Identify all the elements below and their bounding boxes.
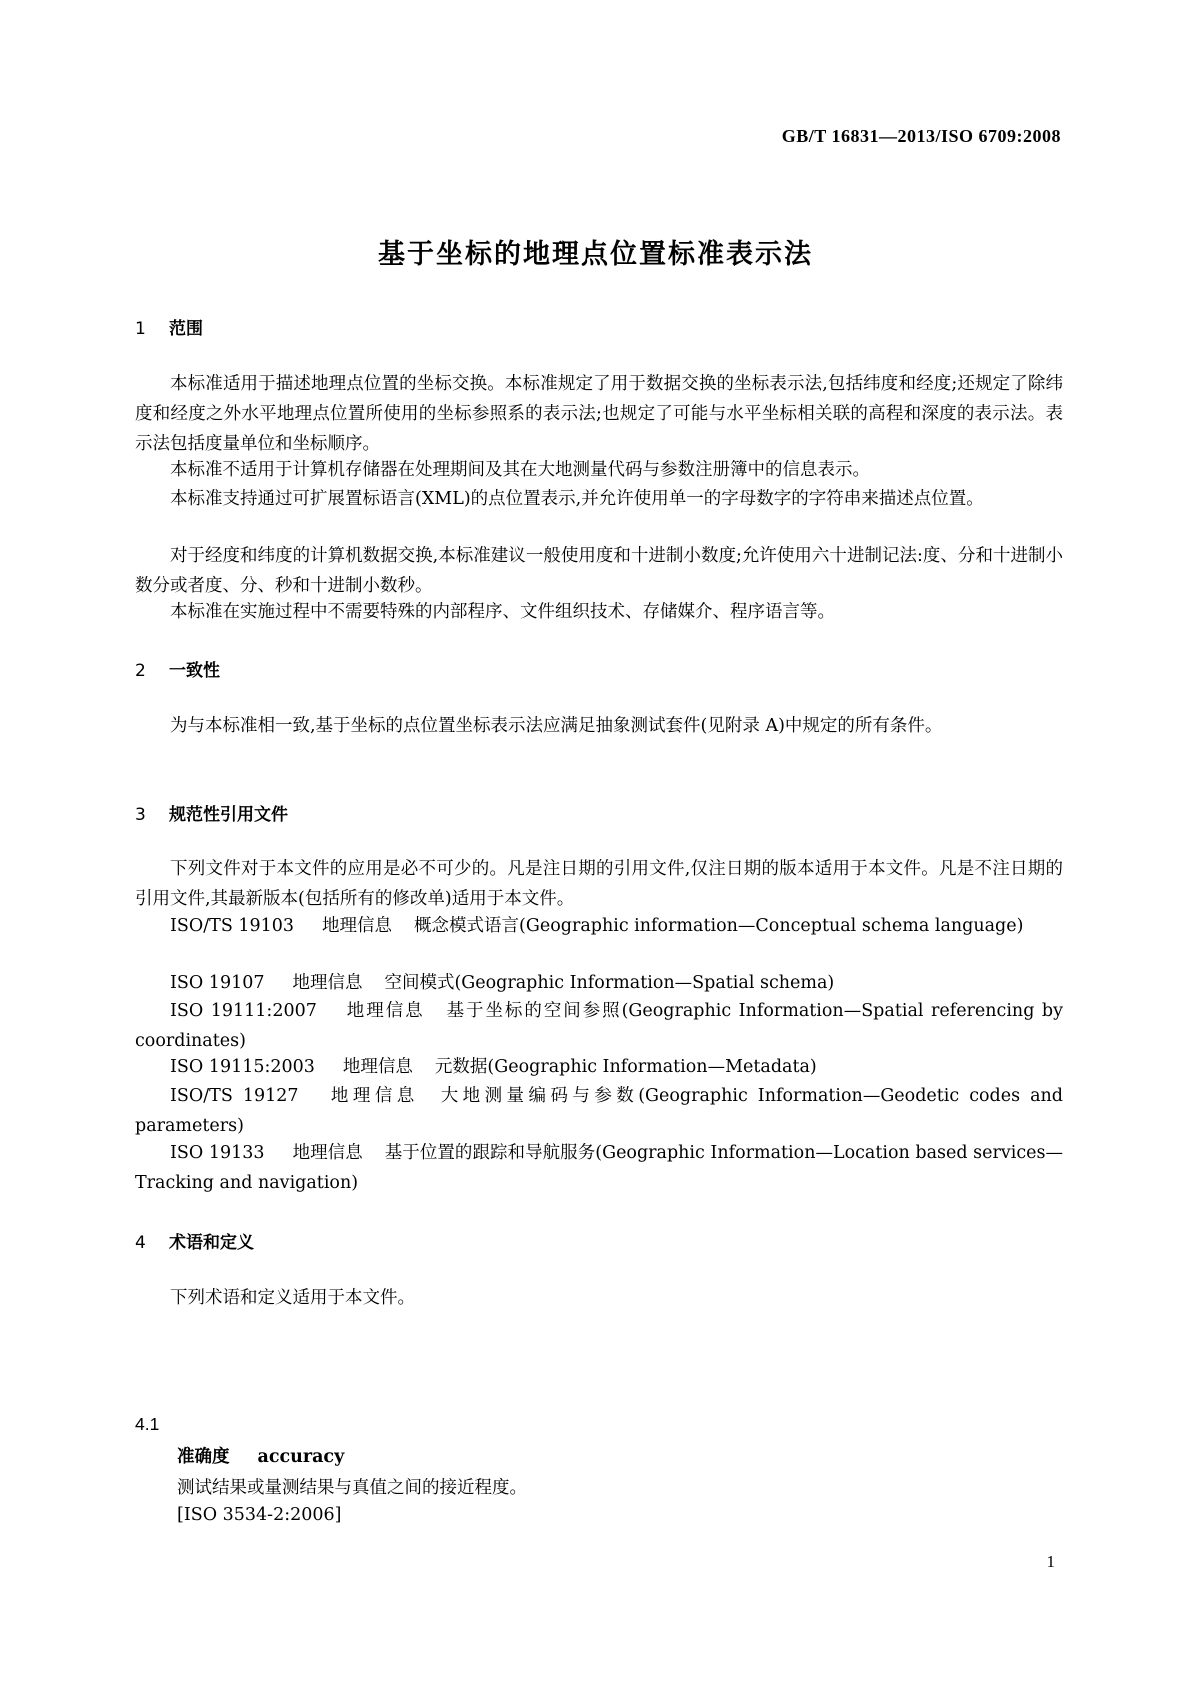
- normative-refs-intro: 下列文件对于本文件的应用是必不可少的。凡是注日期的引用文件,仅注日期的版本适用于本文件。凡是不注日期的引用文件,其最新版本(包括所有的修改单)适用于本文件。: [135, 859, 1063, 909]
- reference-title: 元数据(Geographic Information—Metadata): [434, 1057, 817, 1077]
- reference-title: 大地测量编码与参数(Geographic Information—Geodetic codes and parameters): [135, 1086, 1063, 1136]
- term-heading: [177, 1443, 344, 1468]
- section-title: 一致性: [169, 661, 220, 681]
- term-source: [ISO 3534-2:2006]: [177, 1505, 342, 1525]
- reference-item: [135, 968, 1063, 998]
- section-heading-scope: [135, 314, 203, 339]
- section-title: 范围: [169, 319, 203, 339]
- scope-paragraph-4: 对于经度和纬度的计算机数据交换,本标准建议一般使用度和十进制小数度;允许使用六十进制记法:度、分和十进制小数分或者度、分、秒和十进制小数秒。: [135, 546, 1063, 596]
- reference-item: [135, 996, 1063, 1056]
- scope-paragraph-1: 本标准适用于描述地理点位置的坐标交换。本标准规定了用于数据交换的坐标表示法,包括纬度和经度;还规定了除纬度和经度之外水平地理点位置所使用的坐标参照系的表示法;也规定了可能与水平坐标相关联的高程和深度的表示法。表示法包括度量单位和坐标顺序。: [135, 374, 1063, 454]
- section-number: 3: [135, 805, 146, 825]
- reference-title: 空间模式(Geographic Information—Spatial schema): [384, 973, 835, 993]
- reference-code: ISO 19115:2003: [170, 1057, 315, 1077]
- reference-item: [135, 1081, 1063, 1141]
- reference-title: 概念模式语言(Geographic information—Conceptual schema language): [414, 916, 1024, 936]
- reference-name: 地理信息: [342, 1057, 413, 1077]
- section-heading-terms: [135, 1228, 254, 1253]
- section-heading-conformance: [135, 656, 220, 681]
- reference-item: [135, 1052, 1063, 1082]
- section-title: 规范性引用文件: [169, 805, 288, 825]
- section-title: 术语和定义: [169, 1233, 254, 1253]
- document-title: 基于坐标的地理点位置标准表示法: [378, 239, 813, 270]
- reference-code: ISO/TS 19127: [170, 1086, 299, 1106]
- standard-code: GB/T 16831—2013/ISO 6709:2008: [781, 126, 1061, 146]
- reference-code: ISO 19111:2007: [170, 1001, 317, 1021]
- reference-name: 地理信息: [344, 1001, 425, 1021]
- term-definition: 测试结果或量测结果与真值之间的接近程度。: [177, 1478, 527, 1498]
- section-heading-normative-refs: [135, 800, 288, 825]
- term-en: accuracy: [257, 1447, 345, 1467]
- reference-name: 地理信息: [326, 1086, 419, 1106]
- scope-paragraph-2: 本标准不适用于计算机存储器在处理期间及其在大地测量代码与参数注册簿中的信息表示。: [170, 460, 870, 480]
- reference-title: 基于坐标的空间参照(Geographic Information—Spatial referencing by coordinates): [135, 1001, 1064, 1051]
- reference-name: 地理信息: [292, 973, 363, 993]
- page-number: 1: [1046, 1552, 1055, 1571]
- scope-paragraph-3: 本标准支持通过可扩展置标语言(XML)的点位置表示,并允许使用单一的字母数字的字符串来描述点位置。: [170, 489, 984, 509]
- reference-name: 地理信息: [292, 1143, 363, 1163]
- section-number: 1: [135, 319, 146, 339]
- reference-item: [135, 1138, 1063, 1198]
- conformance-paragraph: 为与本标准相一致,基于坐标的点位置坐标表示法应满足抽象测试套件(见附录 A)中规定的所有条件。: [170, 716, 943, 736]
- term-zh: 准确度: [177, 1447, 230, 1467]
- reference-name: 地理信息: [322, 916, 393, 936]
- reference-title: 基于位置的跟踪和导航服务(Geographic Information—Location based services—Tracking and navigation): [135, 1143, 1063, 1193]
- section-number: 2: [135, 661, 146, 681]
- term-number: 4.1: [135, 1414, 160, 1434]
- reference-code: ISO/TS 19103: [170, 916, 295, 936]
- reference-code: ISO 19107: [170, 973, 265, 993]
- reference-item: [135, 911, 1063, 941]
- terms-intro: 下列术语和定义适用于本文件。: [170, 1288, 415, 1308]
- section-number: 4: [135, 1233, 146, 1253]
- scope-paragraph-5: 本标准在实施过程中不需要特殊的内部程序、文件组织技术、存储媒介、程序语言等。: [170, 602, 835, 622]
- reference-code: ISO 19133: [170, 1143, 265, 1163]
